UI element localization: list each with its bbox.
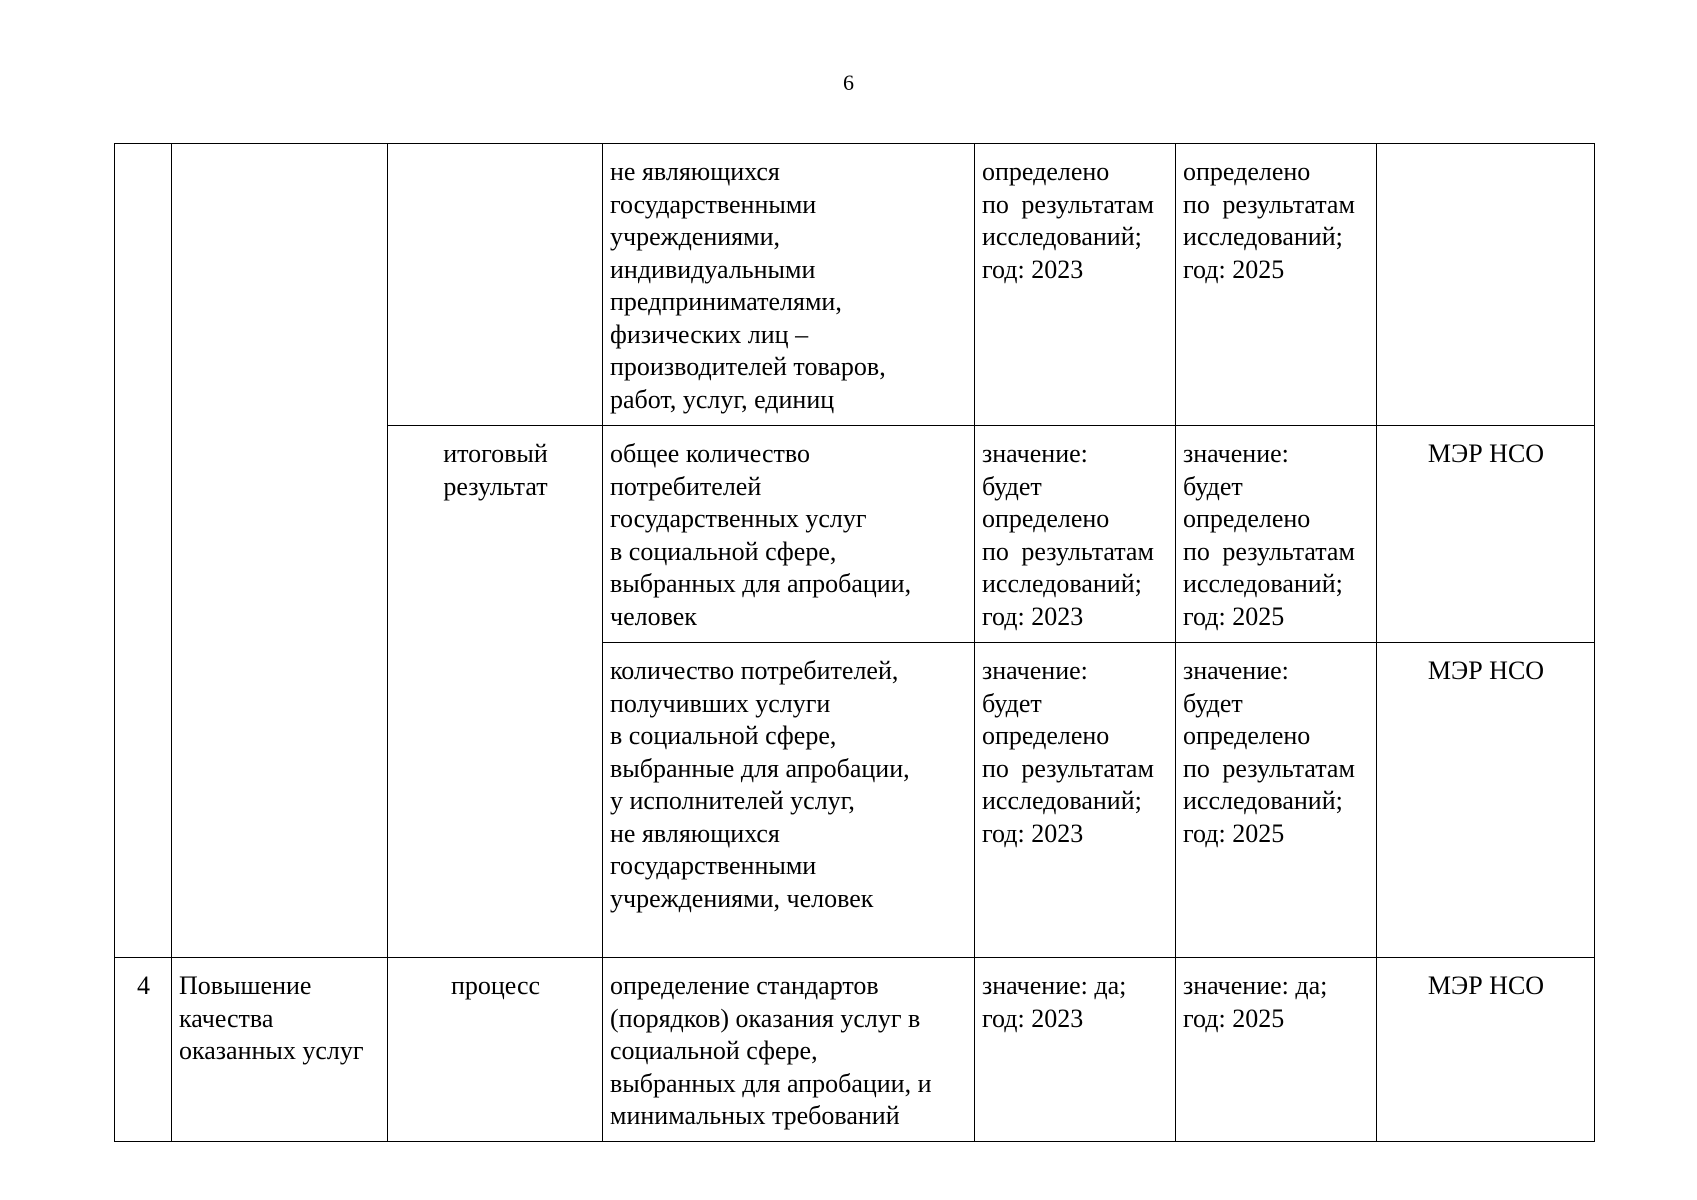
source-cell xyxy=(1377,144,1595,426)
source-cell: МЭР НСО xyxy=(1377,958,1595,1142)
indicators-table xyxy=(114,143,1595,1142)
indicator-text: общее количество потребителей государственных услуг в социальной сфере, выбранных для апробации, человек xyxy=(610,439,912,631)
base-value-cell xyxy=(975,426,1176,643)
indicator-text: количество потребителей, получивших услуги в социальной сфере, выбранные для апробации, у исполнителей услуг, не являющихся государственными учреждениями, человек xyxy=(610,656,910,913)
base-value-cell xyxy=(975,643,1176,958)
result-type-cell: процесс xyxy=(388,958,603,1142)
table-row xyxy=(115,144,1595,426)
page-number: 6 xyxy=(843,70,854,95)
base-value-text: определено по результатам исследований; год: 2023 xyxy=(982,157,1154,284)
indicator-cell xyxy=(603,958,975,1142)
indicator-text: не являющихся государственными учреждениями, индивидуальными предпринимателями, физических лиц – производителей товаров, работ, услуг, единиц xyxy=(610,157,886,414)
result-type-text: итоговый результат xyxy=(443,439,548,501)
indicator-cell xyxy=(603,144,975,426)
target-value-text: значение: будет определено по результатам исследований; год: 2025 xyxy=(1183,439,1355,631)
task-cell xyxy=(172,958,388,1142)
result-type-cell xyxy=(388,426,603,958)
target-value-text: определено по результатам исследований; год: 2025 xyxy=(1183,157,1355,284)
base-value-cell xyxy=(975,144,1176,426)
source-cell: МЭР НСО xyxy=(1377,426,1595,643)
indicator-cell xyxy=(603,643,975,958)
table-row xyxy=(115,958,1595,1142)
task-cell xyxy=(172,144,388,958)
target-value-text: значение: будет определено по результатам исследований; год: 2025 xyxy=(1183,656,1355,848)
indicator-text: определение стандартов (порядков) оказания услуг в социальной сфере, выбранных для апробации, и минимальных требований xyxy=(610,971,932,1130)
indicator-cell xyxy=(603,426,975,643)
target-value-cell xyxy=(1176,426,1377,643)
source-cell: МЭР НСО xyxy=(1377,643,1595,958)
target-value-cell xyxy=(1176,958,1377,1142)
target-value-text: значение: да; год: 2025 xyxy=(1183,971,1328,1033)
base-value-text: значение: да; год: 2023 xyxy=(982,971,1127,1033)
base-value-text: значение: будет определено по результатам исследований; год: 2023 xyxy=(982,656,1154,848)
target-value-cell xyxy=(1176,643,1377,958)
row-number-cell xyxy=(115,144,172,958)
base-value-cell xyxy=(975,958,1176,1142)
task-text: Повышение качества оказанных услуг xyxy=(179,971,364,1065)
target-value-cell xyxy=(1176,144,1377,426)
base-value-text: значение: будет определено по результатам исследований; год: 2023 xyxy=(982,439,1154,631)
result-type-cell xyxy=(388,144,603,426)
row-number-cell: 4 xyxy=(115,958,172,1142)
